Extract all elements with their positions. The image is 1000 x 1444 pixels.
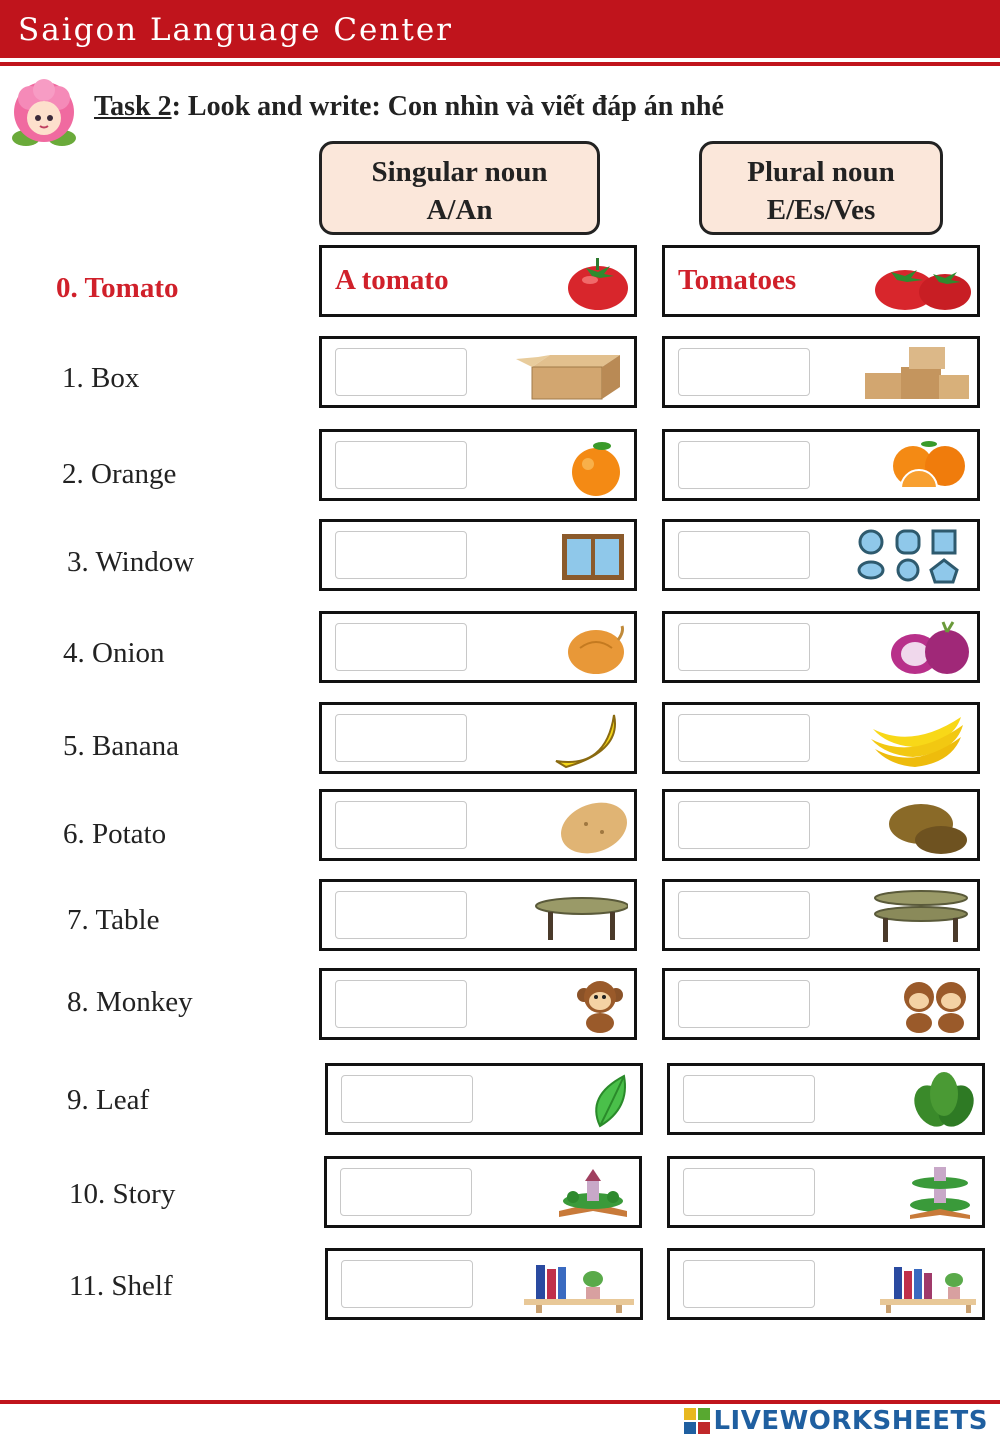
onion-plural-box	[662, 611, 980, 683]
example-plural-answer: Tomatoes	[678, 264, 797, 296]
plural-header-line1: Plural noun	[747, 156, 895, 188]
row-label-story: 10. Story	[69, 1178, 176, 1210]
table-plural-input[interactable]	[678, 891, 810, 939]
potato-singular-input[interactable]	[335, 801, 467, 849]
monkey-singular-input[interactable]	[335, 980, 467, 1028]
bananas-icon	[853, 709, 971, 769]
liveworksheets-logo[interactable]	[684, 1406, 988, 1436]
table-plural-box	[662, 879, 980, 951]
window-plural-input[interactable]	[678, 531, 810, 579]
box-singular-input[interactable]	[335, 348, 467, 396]
windows-icon	[853, 526, 971, 586]
plural-header-line2: E/Es/Ves	[766, 194, 876, 226]
task-text: : Look and write: Con nhìn và viết đáp án nhé	[171, 91, 724, 122]
example-singular-box	[319, 245, 637, 317]
row-label-window: 3. Window	[67, 546, 195, 578]
banana-plural-input[interactable]	[678, 714, 810, 762]
window-singular-input[interactable]	[335, 531, 467, 579]
shelf-icon	[516, 1255, 634, 1315]
task-instruction	[94, 91, 724, 123]
story-singular-box	[324, 1156, 642, 1228]
banana-singular-input[interactable]	[335, 714, 467, 762]
top-banner	[0, 0, 1000, 58]
story-plural-input[interactable]	[683, 1168, 815, 1216]
row-label-leaf: 9. Leaf	[67, 1084, 150, 1116]
brand-title: Saigon Language Center	[18, 12, 453, 48]
monkey-icon	[510, 975, 628, 1035]
leaves-icon	[858, 1070, 976, 1130]
flower-mascot-icon	[4, 78, 84, 152]
orange-plural-input[interactable]	[678, 441, 810, 489]
window-singular-box	[319, 519, 637, 591]
example-plural-box	[662, 245, 980, 317]
singular-header-line2: A/An	[426, 194, 493, 226]
example-singular-answer: A tomato	[335, 264, 449, 296]
leaf-plural-box	[667, 1063, 985, 1135]
row-label-shelf: 11. Shelf	[69, 1270, 173, 1302]
row-label-potato: 6. Potato	[63, 818, 167, 850]
story-plural-box	[667, 1156, 985, 1228]
row-label-onion: 4. Onion	[63, 637, 165, 669]
box-plural-input[interactable]	[678, 348, 810, 396]
liveworksheets-mark-icon	[684, 1408, 710, 1434]
row-label-box: 1. Box	[62, 362, 140, 394]
potato-icon	[510, 796, 628, 856]
box-singular-box	[319, 336, 637, 408]
banana-icon	[510, 709, 628, 769]
leaf-singular-box	[325, 1063, 643, 1135]
shelves-icon	[858, 1255, 976, 1315]
monkey-singular-box	[319, 968, 637, 1040]
monkeys-icon	[853, 975, 971, 1035]
potatoes-icon	[853, 796, 971, 856]
potato-singular-box	[319, 789, 637, 861]
onion-singular-box	[319, 611, 637, 683]
window-plural-box	[662, 519, 980, 591]
onion-singular-input[interactable]	[335, 623, 467, 671]
monkey-plural-input[interactable]	[678, 980, 810, 1028]
singular-column-header	[319, 141, 600, 235]
liveworksheets-text: LIVEWORKSHEETS	[713, 1406, 988, 1436]
orange-icon	[510, 436, 628, 496]
banana-singular-box	[319, 702, 637, 774]
box-plural-box	[662, 336, 980, 408]
example-label: 0. Tomato	[56, 272, 179, 304]
leaf-icon	[516, 1070, 634, 1130]
storybook-icon	[515, 1163, 633, 1223]
task-label: Task 2	[94, 91, 172, 122]
row-label-monkey: 8. Monkey	[67, 986, 193, 1018]
table-singular-input[interactable]	[335, 891, 467, 939]
row-label-banana: 5. Banana	[63, 730, 179, 762]
boxes-icon	[853, 343, 971, 403]
story-singular-input[interactable]	[340, 1168, 472, 1216]
onions-icon	[853, 618, 971, 678]
bottom-divider	[0, 1400, 1000, 1404]
tables-icon	[853, 886, 971, 946]
orange-singular-box	[319, 429, 637, 501]
shelf-singular-input[interactable]	[341, 1260, 473, 1308]
shelf-plural-input[interactable]	[683, 1260, 815, 1308]
monkey-plural-box	[662, 968, 980, 1040]
onion-plural-input[interactable]	[678, 623, 810, 671]
potato-plural-input[interactable]	[678, 801, 810, 849]
tomatoes-icon	[853, 252, 971, 312]
storybooks-icon	[858, 1163, 976, 1223]
leaf-singular-input[interactable]	[341, 1075, 473, 1123]
row-label-table: 7. Table	[67, 904, 160, 936]
top-divider	[0, 62, 1000, 66]
potato-plural-box	[662, 789, 980, 861]
leaf-plural-input[interactable]	[683, 1075, 815, 1123]
plural-column-header	[699, 141, 943, 235]
onion-icon	[510, 618, 628, 678]
tomato-icon	[510, 252, 628, 312]
window-icon	[510, 526, 628, 586]
singular-header-line1: Singular noun	[371, 156, 548, 188]
table-singular-box	[319, 879, 637, 951]
box-icon	[510, 343, 628, 403]
banana-plural-box	[662, 702, 980, 774]
orange-plural-box	[662, 429, 980, 501]
orange-singular-input[interactable]	[335, 441, 467, 489]
oranges-icon	[853, 436, 971, 496]
shelf-plural-box	[667, 1248, 985, 1320]
row-label-orange: 2. Orange	[62, 458, 177, 490]
table-icon	[510, 886, 628, 946]
shelf-singular-box	[325, 1248, 643, 1320]
